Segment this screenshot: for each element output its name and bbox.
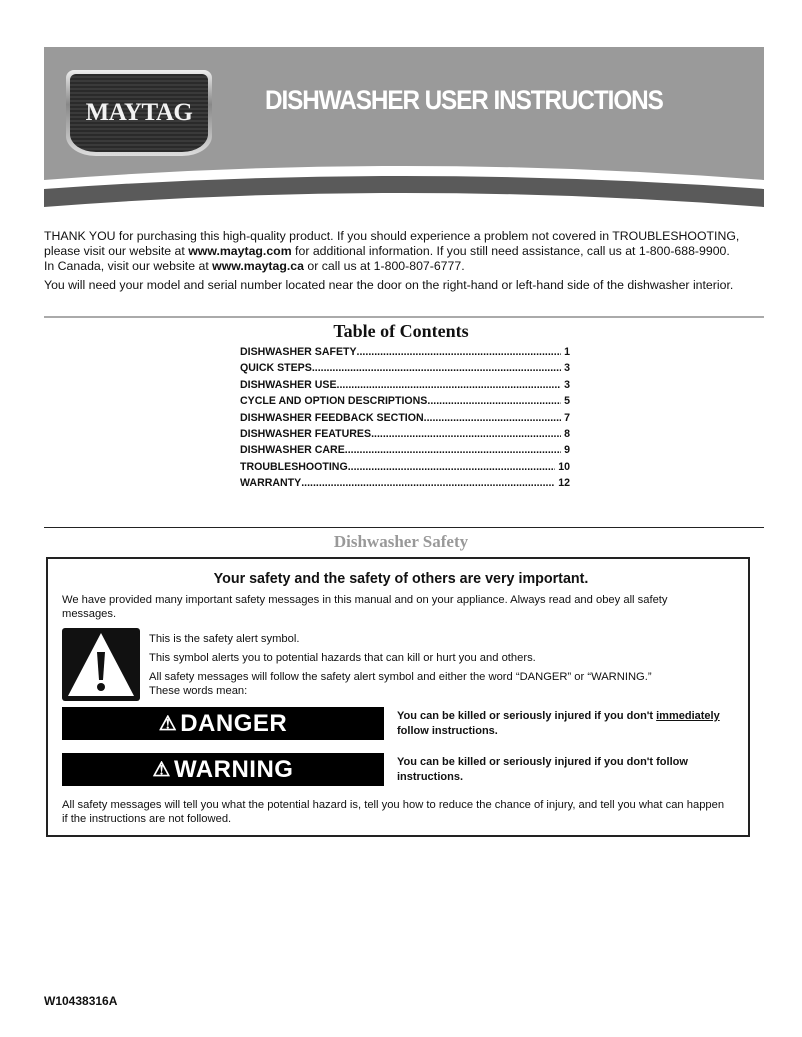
text: follow instructions.: [397, 725, 498, 737]
symbol-description: [149, 632, 652, 698]
toc-entry[interactable]: [240, 412, 570, 428]
text: for additional information. If you still need assistance, call us at 1-800-688-9900.: [291, 244, 730, 258]
logo-text: MAYTAG: [70, 74, 208, 152]
toc-leader: [371, 428, 561, 444]
safety-heading: Your safety and the safety of others are very important.: [213, 571, 589, 587]
toc-leader: [427, 395, 561, 411]
toc-label: QUICK STEPS: [240, 362, 312, 375]
safety-alert-icon: [62, 628, 140, 701]
header-banner: [44, 47, 764, 209]
toc-label: DISHWASHER SAFETY: [240, 346, 357, 358]
toc-entry[interactable]: [240, 428, 570, 444]
website-link[interactable]: www.maytag.com: [188, 244, 292, 258]
text: follow: [656, 756, 688, 768]
intro-paragraph: [44, 229, 764, 274]
danger-label: [62, 707, 384, 740]
toc-leader: [424, 412, 561, 428]
toc-leader: [301, 477, 555, 493]
toc-page: 8: [564, 428, 570, 440]
toc-leader: [312, 362, 561, 378]
safety-footer: All safety messages will tell you what the potential hazard is, tell you how to reduce the chance of injury, and tell you what can happen if the instructions are not followed.: [62, 799, 725, 825]
document-title: DISHWASHER USER INSTRUCTIONS: [265, 85, 663, 115]
model-serial-note: You will need your model and serial number located near the door on the right-hand or left-hand side of the dishwasher interior.: [44, 278, 734, 292]
text: All safety messages will follow the safety alert symbol and either the word “DANGER” or “WARNING.”: [149, 671, 652, 683]
warning-description: [397, 755, 747, 785]
toc-leader: [345, 444, 561, 460]
alert-icon: ⚠: [152, 759, 171, 781]
section-title: Dishwasher Safety: [333, 532, 469, 551]
text: instructions.: [397, 771, 464, 783]
toc-entry[interactable]: [240, 461, 570, 477]
toc-page: 12: [558, 477, 570, 490]
toc-label: DISHWASHER FEATURES: [240, 428, 372, 440]
warning-label: [62, 753, 384, 786]
toc-label: WARRANTY: [240, 477, 302, 490]
text: or call us at 1-800-807-6777.: [303, 259, 465, 273]
alert-icon: ⚠: [158, 713, 178, 735]
banner-wave: [44, 47, 764, 209]
toc-entry[interactable]: [240, 395, 570, 411]
toc-label: CYCLE AND OPTION DESCRIPTIONS: [240, 395, 428, 408]
toc-entry[interactable]: [240, 362, 570, 378]
text: In Canada, visit our website at: [44, 259, 213, 273]
text: This symbol alerts you to potential hazards that can kill or hurt you and others.: [149, 652, 536, 664]
danger-description: [397, 709, 747, 739]
toc-entry[interactable]: [240, 379, 570, 395]
intro-line: [44, 259, 764, 274]
text: This is the safety alert symbol.: [149, 633, 300, 645]
toc-page: 7: [564, 411, 570, 424]
toc-label: TROUBLESHOOTING: [240, 460, 348, 473]
toc-leader: [348, 461, 556, 477]
toc-entry[interactable]: [240, 346, 570, 362]
toc-page: 5: [564, 395, 570, 408]
toc-page: 1: [564, 346, 570, 358]
text: You can be killed or seriously injured if you don't: [397, 710, 657, 722]
text: DANGER: [180, 709, 288, 737]
text: You can be killed or seriously injured if you don't: [397, 756, 657, 768]
toc-label: DISHWASHER CARE: [240, 444, 345, 457]
toc-entry[interactable]: [240, 477, 570, 493]
document-number: W10438316A: [44, 994, 118, 1008]
toc-page: 10: [558, 460, 570, 473]
toc-leader: [337, 379, 562, 395]
text: These words mean:: [149, 685, 248, 697]
text: please visit our website at: [44, 244, 189, 258]
toc-page: 3: [564, 362, 570, 375]
intro-line: [44, 244, 764, 259]
toc-entry[interactable]: [240, 444, 570, 460]
divider: [44, 316, 764, 318]
toc-title: Table of Contents: [333, 321, 469, 341]
toc-leader: [357, 346, 562, 362]
canada-website-link[interactable]: www.maytag.ca: [212, 259, 304, 273]
toc-page: 9: [564, 444, 570, 457]
intro-line: THANK YOU for purchasing this high-quality product. If you should experience a problem not covered in TROUBLESHOOTING,: [44, 229, 740, 243]
text: immediately: [656, 710, 720, 722]
text: WARNING: [173, 755, 294, 783]
divider: [44, 527, 764, 528]
safety-intro: We have provided many important safety messages in this manual and on your appliance. Always read and obey all safety messages.: [62, 594, 668, 620]
toc-page: 3: [564, 378, 570, 391]
toc-label: DISHWASHER FEEDBACK SECTION: [240, 411, 424, 424]
toc-label: DISHWASHER USE: [240, 378, 337, 391]
